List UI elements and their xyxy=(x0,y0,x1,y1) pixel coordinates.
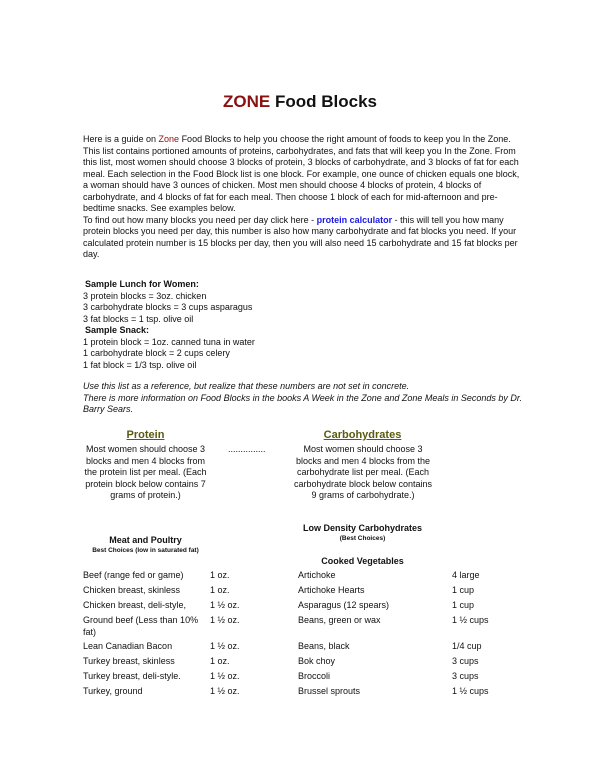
food-amount: 1 oz. xyxy=(210,656,230,666)
snack-item: 1 protein block = 1oz. canned tuna in water xyxy=(83,336,255,347)
meat-poultry-note: Best Choices (low in saturated fat) xyxy=(92,547,199,554)
lunch-heading: Sample Lunch for Women: xyxy=(85,279,199,289)
intro-text-a: Here is a guide on xyxy=(83,134,159,144)
food-name: Ground beef (Less than 10% fat) xyxy=(83,615,199,637)
carbs-heading: Carbohydrates xyxy=(323,429,402,441)
low-density-carbs-heading: Low Density Carbohydrates xyxy=(302,523,423,533)
food-amount: 3 cups xyxy=(452,656,479,666)
food-amount: 1 ½ cups xyxy=(452,615,489,625)
food-amount: 1 ½ oz. xyxy=(210,641,240,651)
meat-poultry-heading: Meat and Poultry xyxy=(109,535,182,545)
food-amount: 4 large xyxy=(452,570,480,580)
page-title xyxy=(0,92,600,112)
carbs-description: Most women should choose 3 blocks and men 4 blocks from the carbohydrate list per meal. (Each carbohydrate block below contains 9 grams of carbohydrate.) xyxy=(293,444,433,500)
food-name: Asparagus (12 spears) xyxy=(298,600,390,610)
note-line: There is more information on Food Blocks in the books A Week in the Zone and Zone Meals in Seconds by Dr. Barry Sears. xyxy=(83,392,523,414)
food-amount: 1 ½ oz. xyxy=(210,600,240,610)
protein-description: Most women should choose 3 blocks and men 4 blocks from the protein list per meal. (Each protein block below contains 7 grams of protein.) xyxy=(84,444,207,500)
food-amount: 1 oz. xyxy=(210,585,230,595)
food-name: Turkey, ground xyxy=(83,686,143,696)
lunch-item: 3 carbohydrate blocks = 3 cups asparagus xyxy=(83,302,253,312)
zone-link[interactable]: Zone xyxy=(158,134,180,144)
food-name: Brussel sprouts xyxy=(298,686,361,696)
food-name: Chicken breast, deli-style, xyxy=(83,600,187,610)
intro-paragraph xyxy=(83,134,521,215)
lunch-item: 3 fat blocks = 1 tsp. olive oil xyxy=(83,313,194,324)
note-line: Use this list as a reference, but realize that these numbers are not set in concrete. xyxy=(83,381,410,391)
samples xyxy=(83,279,255,371)
food-amount: 1 ½ oz. xyxy=(210,615,240,625)
calc-text-a: To find out how many blocks you need per day click here - xyxy=(83,214,317,225)
food-name: Beef (range fed or game) xyxy=(83,570,184,580)
food-amount: 1 oz. xyxy=(210,570,230,580)
food-name: Turkey breast, skinless xyxy=(83,656,175,666)
food-name: Turkey breast, deli-style. xyxy=(83,671,181,681)
snack-item: 1 carbohydrate block = 2 cups celery xyxy=(83,348,230,358)
intro-text xyxy=(83,134,521,261)
note xyxy=(83,381,523,416)
intro-text-b: Food Blocks to help you choose the right amount of foods to keep you In the Zone. This list contains portioned amounts of proteins, carbohydrates, and fats that will keep you In the Zone. From this list, most women should choose 3 blocks of protein, 3 blocks of carbohydrate, and 3 blocks of fat for each meal. Each selection in the Food Block list is one block. For example, one ounce of chicken equals one block, a woman should have 3 ounces of chicken. Most men should choose 4 blocks of protein, 4 blocks of carbohydrate, and 4 blocks of fat for each meal. Then choose 1 block of each for mid-afternoon and pre-bedtime snacks. See examples below. xyxy=(83,134,520,213)
food-amount: 1 cup xyxy=(452,600,475,610)
food-name: Lean Canadian Bacon xyxy=(83,641,173,651)
dotted-divider: ............... xyxy=(228,444,266,454)
title-zone: ZONE xyxy=(223,92,271,111)
food-name: Chicken breast, skinless xyxy=(83,585,181,595)
protein-heading: Protein xyxy=(126,429,165,441)
snack-heading: Sample Snack: xyxy=(85,325,150,335)
calculator-paragraph xyxy=(83,215,521,261)
best-choices-note: (Best Choices) xyxy=(339,535,386,542)
food-amount: 1 ½ oz. xyxy=(210,671,240,681)
snack-item: 1 fat block = 1/3 tsp. olive oil xyxy=(83,359,197,370)
food-name: Bok choy xyxy=(298,656,336,666)
food-amount: 1 cup xyxy=(452,585,475,595)
lunch-item: 3 protein blocks = 3oz. chicken xyxy=(83,290,207,301)
food-name: Broccoli xyxy=(298,671,331,681)
food-amount: 1 ½ oz. xyxy=(210,686,240,696)
food-name: Artichoke Hearts xyxy=(298,585,365,595)
cooked-vegetables-heading: Cooked Vegetables xyxy=(321,556,404,566)
food-name: Beans, black xyxy=(298,641,350,651)
title-rest: Food Blocks xyxy=(270,92,377,111)
food-amount: 1/4 cup xyxy=(452,641,482,651)
food-name: Beans, green or wax xyxy=(298,615,381,625)
food-name: Artichoke xyxy=(298,570,336,580)
food-amount: 1 ½ cups xyxy=(452,686,489,696)
protein-calculator-link[interactable]: protein calculator xyxy=(316,214,393,225)
calc-text-b: - this will tell you how many protein blocks you need per day, this number is also how many carbohydrate and fat blocks you need. If your calculated protein number is 15 blocks per day, then you will also need 15 carbohydrate and 15 fat blocks per day. xyxy=(83,214,518,259)
food-amount: 3 cups xyxy=(452,671,479,681)
